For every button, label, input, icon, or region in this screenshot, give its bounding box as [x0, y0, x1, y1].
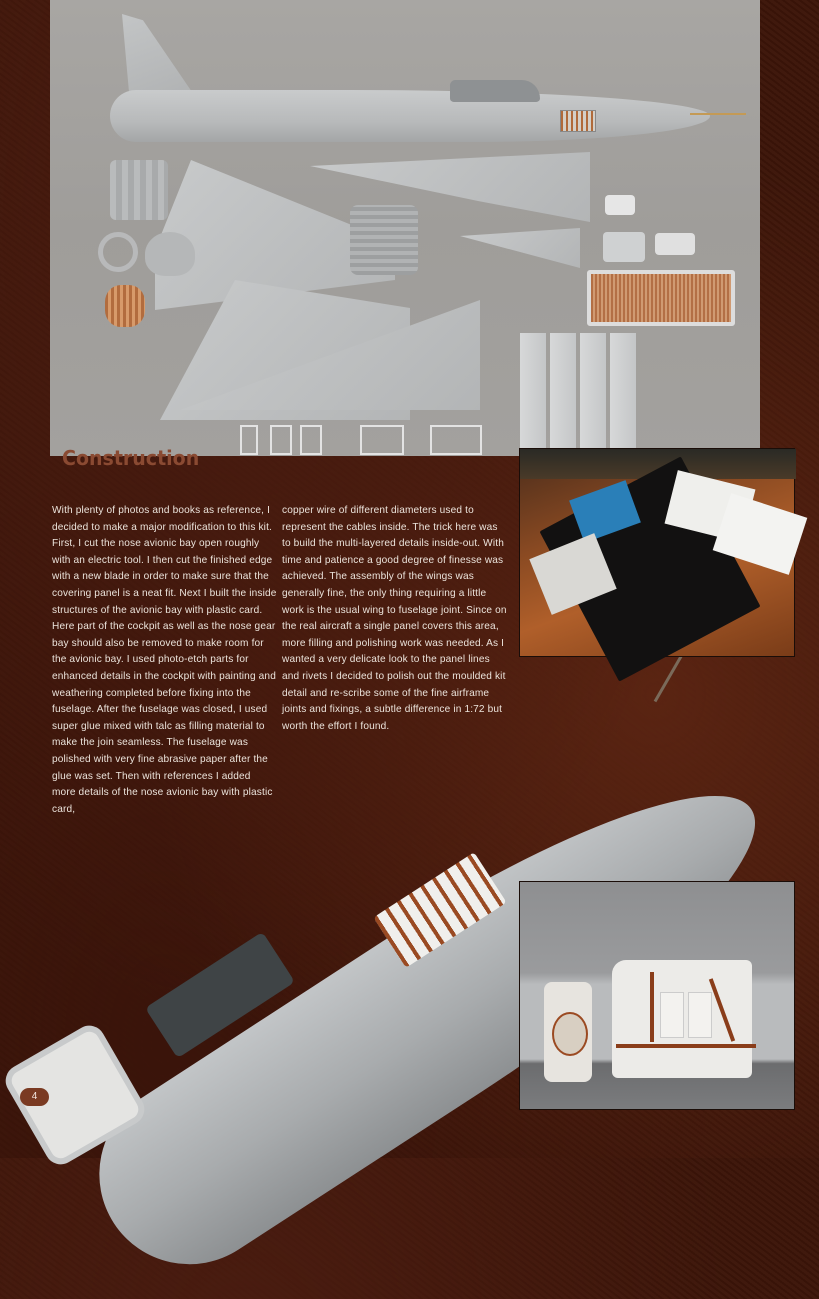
landing-gear-part [430, 425, 482, 455]
weapon-bay-door-part [580, 333, 606, 448]
weapon-bay-door-part [610, 333, 636, 448]
cockpit-opening [450, 80, 540, 102]
landing-gear-part [300, 425, 322, 455]
wired-tray-part [587, 270, 735, 326]
avionics-box [688, 992, 712, 1038]
avionic-bay-detail [560, 110, 596, 132]
avionic-bay-closeup-photo [519, 881, 795, 1110]
section-title: Construction [62, 446, 200, 470]
kit-parts-photo [50, 0, 760, 470]
landing-gear-part [240, 425, 258, 455]
intake-part [110, 160, 168, 220]
bulkhead-part [145, 232, 195, 276]
small-part [603, 232, 645, 262]
copper-cable [650, 972, 654, 1042]
stabilizer-part [460, 228, 580, 268]
photo-etch-instructions-photo [519, 448, 795, 657]
page-number-badge: 4 [20, 1088, 49, 1106]
article-column-1: With plenty of photos and books as reference, I decided to make a major modification to this kit. First, I cut the nose avionic bay open roughly with an electric tool. I then cut the finished edge with a new blade in order to make sure that the covering panel is a neat fit. Next I built the inside structures of the avionic bay with plastic card. Here part of the cockpit as well as the nose gear bay should also be removed to make room for the avionic bay. I used photo-etch parts for enhanced details in the cockpit with painting and weathering completed before fixing into the fuselage. After the fuselage was closed, I used super glue mixed with talc as filling material to make the join seamless. The fuselage was polished with very fine abrasive paper after the glue was set. Then with references I added more details of the nose avionic bay with plastic card, [52, 505, 277, 815]
weapon-bay-door-part [550, 333, 576, 448]
article-column-2: copper wire of different diameters used to represent the cables inside. The trick here was to build the multi-layered details inside-out. With time and patience a good degree of finesse was achieved. The assembly of the wings was generally fine, the only thing requiring a little work is the usual wing to fuselage joint. Since on the real aircraft a single panel covers this area, more filling and polishing work was needed. As I wanted a very delicate look to the panel lines and rivets I decided to polish out the moulded kit detail and re-scribe some of the fine airframe joints and fixings, a subtle difference in 1:72 but worth the effort I found. [282, 505, 507, 732]
avionics-box [660, 992, 684, 1038]
small-part [655, 233, 695, 255]
ring-part [98, 232, 138, 272]
small-part [605, 195, 635, 215]
weapon-bay-door-part [520, 333, 546, 448]
tail-fin [122, 14, 192, 92]
copper-cable [616, 1044, 756, 1048]
landing-gear-part [270, 425, 292, 455]
fuselage-part [110, 90, 710, 142]
pitot-tube [690, 113, 746, 115]
landing-gear-part [360, 425, 404, 455]
oxygen-bottle [552, 1012, 588, 1056]
wired-part [105, 285, 145, 327]
engine-part [350, 205, 418, 275]
